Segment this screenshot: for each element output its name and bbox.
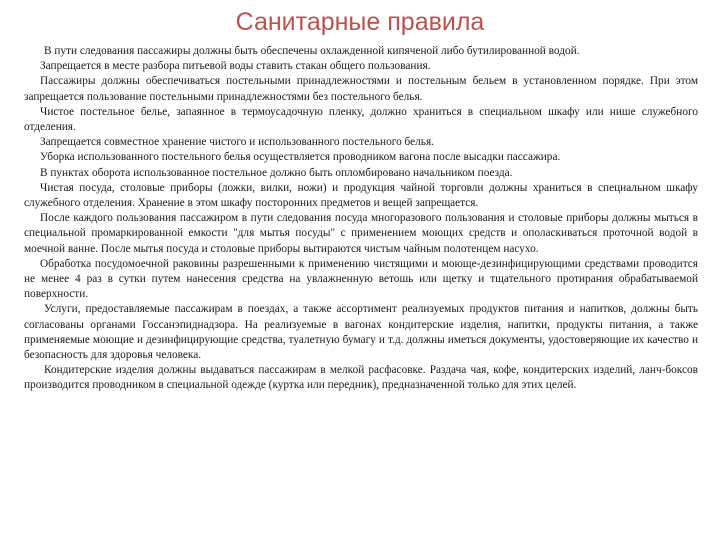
paragraph: Запрещается совместное хранение чистого и использованного постельного белья. bbox=[40, 136, 434, 149]
paragraph: Пассажиры должны обеспечиваться постельными принадлежностями и постельным бельем в установленном порядке. При этом запрещается пользование постельными принадлежностями без постельного белья. bbox=[24, 75, 698, 103]
document-body bbox=[24, 44, 698, 520]
paragraph: Услуги, предоставляемые пассажирам в поездах, а также ассортимент реализуемых продуктов питания и напитков, должны быть согласованы органами Госсанэпиднадзора. На реализуемые в вагонах кондитерские изделия, напитки, продукты питания, а также применяемые моющие и дезинфицирующие средства, туалетную бумагу и т.д. должны иметься документы, удостоверяющие их качество и безопасность для здоровья человека. bbox=[24, 303, 698, 362]
paragraph: Обработка посудомоечной раковины разрешенными к применению чистящими и моюще-дезинфицирующими средствами проводится не менее 4 раз в сутки путем нанесения средства на увлажненную ветошь или щетку и тщательного протирания обрабатываемой поверхности. bbox=[24, 257, 698, 301]
paragraph: В пунктах оборота использованное постельное должно быть опломбировано начальником поезда. bbox=[40, 166, 513, 179]
paragraph: Уборка использованного постельного белья осуществляется проводником вагона после высадки пассажира. bbox=[40, 151, 561, 164]
paragraph: Чистое постельное белье, запаянное в термоусадочную пленку, должно храниться в специальном шкафу или нише служебного отделения. bbox=[24, 105, 698, 134]
paragraph: Запрещается в месте разбора питьевой воды ставить стакан общего пользования. bbox=[40, 60, 431, 73]
slide-title: Санитарные правила bbox=[235, 8, 485, 36]
paragraph: В пути следования пассажиры должны быть обеспечены охлажденной кипяченой либо бутилированной водой. bbox=[44, 45, 580, 57]
paragraph: Чистая посуда, столовые приборы (ложки, вилки, ножи) и продукция чайной торговли должны храниться в специальном шкафу служебного отделения. Хранение в этом шкафу посторонних предметов и вещей запрещается. bbox=[24, 181, 698, 210]
paragraph: Кондитерские изделия должны выдаваться пассажирам в мелкой расфасовке. Раздача чая, кофе, кондитерских изделий, ланч-боксов производится проводником в специальной одежде (куртка или передник), предназначенной только для этих целей. bbox=[24, 364, 698, 392]
paragraph: После каждого пользования пассажиром в пути следования посуда многоразового пользования и столовые приборы должны мыться в специальной промаркированной емкости "для мытья посуды" с применением моющих средств и ополаскиваться проточной водой в моечной ванне. После мытья посуда и столовые приборы вытираются чистым чайным полотенцем насухо. bbox=[24, 212, 698, 255]
